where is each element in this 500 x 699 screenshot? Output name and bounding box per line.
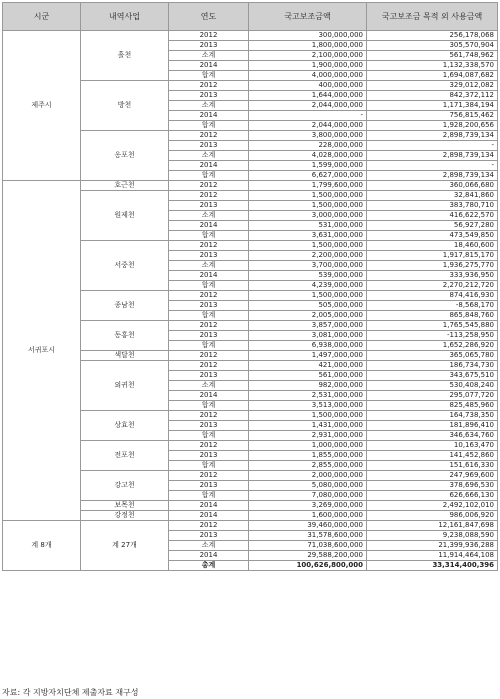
misuse-cell: 865,848,760 xyxy=(367,311,498,321)
year-cell: 2012 xyxy=(169,471,249,481)
subsidy-cell: 2,005,000,000 xyxy=(249,311,367,321)
header-misuse-amount: 국고보조금 목적 외 사용금액 xyxy=(367,3,498,31)
misuse-cell: 2,270,212,720 xyxy=(367,281,498,291)
misuse-cell: 305,570,904 xyxy=(367,41,498,51)
project-cell: 옹포천 xyxy=(81,131,169,181)
year-cell: 소계 xyxy=(169,261,249,271)
subsidy-cell: 2,044,000,000 xyxy=(249,101,367,111)
subsidy-cell: 228,000,000 xyxy=(249,141,367,151)
subsidy-cell: 1,500,000,000 xyxy=(249,241,367,251)
subsidy-cell: 300,000,000 xyxy=(249,31,367,41)
subsidy-cell: 1,500,000,000 xyxy=(249,191,367,201)
year-cell: 2012 xyxy=(169,521,249,531)
year-cell: 합계 xyxy=(169,461,249,471)
misuse-cell: 416,622,570 xyxy=(367,211,498,221)
misuse-cell: 2,898,739,134 xyxy=(367,171,498,181)
header-city: 시군 xyxy=(3,3,81,31)
misuse-cell: 33,314,400,396 xyxy=(367,561,498,571)
year-cell: 2014 xyxy=(169,221,249,231)
source-note: 자료: 각 지방자치단체 제출자료 재구성 xyxy=(2,688,139,697)
year-cell: 2014 xyxy=(169,111,249,121)
table-row xyxy=(3,181,498,191)
year-cell: 합계 xyxy=(169,231,249,241)
year-cell: 2013 xyxy=(169,201,249,211)
misuse-cell: 1,917,815,170 xyxy=(367,251,498,261)
subsidy-cell: 2,200,000,000 xyxy=(249,251,367,261)
subsidy-cell: 5,080,000,000 xyxy=(249,481,367,491)
year-cell: 소계 xyxy=(169,381,249,391)
year-cell: 2012 xyxy=(169,291,249,301)
subsidy-cell: 3,800,000,000 xyxy=(249,131,367,141)
subsidy-cell: 6,938,000,000 xyxy=(249,341,367,351)
table-row xyxy=(3,521,498,531)
subsidy-cell: 2,531,000,000 xyxy=(249,391,367,401)
project-cell: 강고천 xyxy=(81,471,169,501)
header-project: 내역사업 xyxy=(81,3,169,31)
misuse-cell: 343,675,510 xyxy=(367,371,498,381)
misuse-cell: 365,065,780 xyxy=(367,351,498,361)
year-cell: 합계 xyxy=(169,281,249,291)
project-cell: 동홍천 xyxy=(81,321,169,351)
project-cell: 외귀천 xyxy=(81,361,169,411)
misuse-cell: 151,616,330 xyxy=(367,461,498,471)
project-cell: 흘천 xyxy=(81,31,169,81)
subsidy-cell: 2,100,000,000 xyxy=(249,51,367,61)
year-cell: 2013 xyxy=(169,451,249,461)
subsidy-cell: 505,000,000 xyxy=(249,301,367,311)
header-year: 연도 xyxy=(169,3,249,31)
subsidy-cell: 2,855,000,000 xyxy=(249,461,367,471)
misuse-cell: 18,460,600 xyxy=(367,241,498,251)
misuse-cell: 186,734,730 xyxy=(367,361,498,371)
year-cell: 2012 xyxy=(169,411,249,421)
misuse-cell: 141,452,860 xyxy=(367,451,498,461)
misuse-cell: 2,898,739,134 xyxy=(367,151,498,161)
subsidy-cell: 7,080,000,000 xyxy=(249,491,367,501)
year-cell: 소계 xyxy=(169,51,249,61)
misuse-cell: 346,634,760 xyxy=(367,431,498,441)
table-body xyxy=(3,31,498,571)
subsidy-cell: 31,578,600,000 xyxy=(249,531,367,541)
subsidy-cell: 1,799,600,000 xyxy=(249,181,367,191)
subsidy-cell: 1,431,000,000 xyxy=(249,421,367,431)
misuse-cell: 12,161,847,698 xyxy=(367,521,498,531)
year-cell: 소계 xyxy=(169,541,249,551)
misuse-cell: 2,898,739,134 xyxy=(367,131,498,141)
year-cell: 합계 xyxy=(169,71,249,81)
misuse-cell: -8,568,170 xyxy=(367,301,498,311)
project-cell: 전포천 xyxy=(81,441,169,471)
misuse-cell: 360,066,680 xyxy=(367,181,498,191)
city-cell: 제주시 xyxy=(3,31,81,181)
misuse-cell: 378,696,530 xyxy=(367,481,498,491)
subsidy-cell: 2,931,000,000 xyxy=(249,431,367,441)
year-cell: 합계 xyxy=(169,431,249,441)
misuse-cell: 11,914,464,108 xyxy=(367,551,498,561)
subsidy-cell: 3,857,000,000 xyxy=(249,321,367,331)
subsidy-cell: 982,000,000 xyxy=(249,381,367,391)
year-cell: 2012 xyxy=(169,31,249,41)
misuse-cell: 1,652,286,920 xyxy=(367,341,498,351)
subsidy-cell: 1,000,000,000 xyxy=(249,441,367,451)
subsidy-cell: 39,460,000,000 xyxy=(249,521,367,531)
year-cell: 2012 xyxy=(169,361,249,371)
year-cell: 2012 xyxy=(169,351,249,361)
header-subsidy-amount: 국고보조금액 xyxy=(249,3,367,31)
year-cell: 2013 xyxy=(169,251,249,261)
subsidy-cell: 1,600,000,000 xyxy=(249,511,367,521)
subsidy-cell: 2,044,000,000 xyxy=(249,121,367,131)
year-cell: 2013 xyxy=(169,41,249,51)
misuse-cell: - xyxy=(367,161,498,171)
subsidy-cell: 3,269,000,000 xyxy=(249,501,367,511)
misuse-cell: 874,416,930 xyxy=(367,291,498,301)
subsidy-cell: 4,000,000,000 xyxy=(249,71,367,81)
year-cell: 2013 xyxy=(169,481,249,491)
subsidy-cell: 1,599,000,000 xyxy=(249,161,367,171)
misuse-cell: 10,163,470 xyxy=(367,441,498,451)
year-cell: 소계 xyxy=(169,151,249,161)
misuse-cell: 1,928,200,656 xyxy=(367,121,498,131)
year-cell: 합계 xyxy=(169,341,249,351)
misuse-cell: 473,549,850 xyxy=(367,231,498,241)
project-cell: 색달천 xyxy=(81,351,169,361)
year-cell: 2012 xyxy=(169,181,249,191)
misuse-cell: 383,780,710 xyxy=(367,201,498,211)
year-cell: 2013 xyxy=(169,531,249,541)
misuse-cell: 825,485,960 xyxy=(367,401,498,411)
project-cell: 상효천 xyxy=(81,411,169,441)
misuse-cell: 1,694,087,682 xyxy=(367,71,498,81)
subsidy-cell: 4,028,000,000 xyxy=(249,151,367,161)
subsidy-cell: 29,588,200,000 xyxy=(249,551,367,561)
subsidy-cell: 539,000,000 xyxy=(249,271,367,281)
table-row xyxy=(3,31,498,41)
project-cell: 원제천 xyxy=(81,191,169,241)
project-cell: 호근천 xyxy=(81,181,169,191)
subsidy-cell: 1,644,000,000 xyxy=(249,91,367,101)
subsidy-table xyxy=(2,2,498,571)
misuse-cell: 329,012,082 xyxy=(367,81,498,91)
year-cell: 2014 xyxy=(169,511,249,521)
misuse-cell: 295,077,720 xyxy=(367,391,498,401)
subsidy-cell: 1,500,000,000 xyxy=(249,201,367,211)
subsidy-cell: 3,513,000,000 xyxy=(249,401,367,411)
year-cell: 2014 xyxy=(169,551,249,561)
year-cell: 합계 xyxy=(169,401,249,411)
project-cell: 계 27개 xyxy=(81,521,169,571)
project-cell: 종남천 xyxy=(81,291,169,321)
subsidy-cell: 1,900,000,000 xyxy=(249,61,367,71)
project-cell: 서중천 xyxy=(81,241,169,291)
project-cell: 방천 xyxy=(81,81,169,131)
subsidy-cell: 71,038,600,000 xyxy=(249,541,367,551)
subsidy-cell: 1,500,000,000 xyxy=(249,291,367,301)
misuse-cell: 2,492,102,010 xyxy=(367,501,498,511)
subsidy-cell: 561,000,000 xyxy=(249,371,367,381)
subsidy-cell: 421,000,000 xyxy=(249,361,367,371)
misuse-cell: 1,936,275,770 xyxy=(367,261,498,271)
misuse-cell: 561,748,962 xyxy=(367,51,498,61)
year-cell: 소계 xyxy=(169,101,249,111)
year-cell: 합계 xyxy=(169,171,249,181)
city-cell: 서귀포시 xyxy=(3,181,81,521)
year-cell: 2012 xyxy=(169,81,249,91)
misuse-cell: 181,896,410 xyxy=(367,421,498,431)
misuse-cell: -113,258,950 xyxy=(367,331,498,341)
year-cell: 2013 xyxy=(169,371,249,381)
subsidy-cell: 100,626,800,000 xyxy=(249,561,367,571)
subsidy-cell: 4,239,000,000 xyxy=(249,281,367,291)
misuse-cell: 9,238,088,590 xyxy=(367,531,498,541)
subsidy-cell: 3,631,000,000 xyxy=(249,231,367,241)
year-cell: 2014 xyxy=(169,501,249,511)
subsidy-cell: 1,497,000,000 xyxy=(249,351,367,361)
year-cell: 2013 xyxy=(169,301,249,311)
misuse-cell: 32,841,860 xyxy=(367,191,498,201)
subsidy-cell: 3,000,000,000 xyxy=(249,211,367,221)
subsidy-cell: 3,700,000,000 xyxy=(249,261,367,271)
year-cell: 2012 xyxy=(169,131,249,141)
misuse-cell: 21,399,936,288 xyxy=(367,541,498,551)
misuse-cell: 756,815,462 xyxy=(367,111,498,121)
year-cell: 2012 xyxy=(169,241,249,251)
year-cell: 2012 xyxy=(169,321,249,331)
misuse-cell: - xyxy=(367,141,498,151)
misuse-cell: 256,178,068 xyxy=(367,31,498,41)
misuse-cell: 1,765,545,880 xyxy=(367,321,498,331)
subsidy-cell: 1,800,000,000 xyxy=(249,41,367,51)
year-cell: 2014 xyxy=(169,271,249,281)
misuse-cell: 530,408,240 xyxy=(367,381,498,391)
subsidy-cell: 3,081,000,000 xyxy=(249,331,367,341)
header-row xyxy=(3,3,498,31)
subsidy-cell: 2,000,000,000 xyxy=(249,471,367,481)
subsidy-cell: 1,855,000,000 xyxy=(249,451,367,461)
misuse-cell: 164,738,350 xyxy=(367,411,498,421)
year-cell: 소계 xyxy=(169,211,249,221)
year-cell: 2013 xyxy=(169,141,249,151)
subsidy-cell: - xyxy=(249,111,367,121)
year-cell: 2013 xyxy=(169,331,249,341)
project-cell: 보목천 xyxy=(81,501,169,511)
year-cell: 2013 xyxy=(169,421,249,431)
misuse-cell: 1,132,338,570 xyxy=(367,61,498,71)
misuse-cell: 986,006,920 xyxy=(367,511,498,521)
misuse-cell: 1,171,384,194 xyxy=(367,101,498,111)
year-cell: 2014 xyxy=(169,61,249,71)
city-cell: 계 8개 xyxy=(3,521,81,571)
misuse-cell: 56,927,280 xyxy=(367,221,498,231)
misuse-cell: 626,666,130 xyxy=(367,491,498,501)
year-cell: 2014 xyxy=(169,391,249,401)
year-cell: 2014 xyxy=(169,161,249,171)
misuse-cell: 842,372,112 xyxy=(367,91,498,101)
year-cell: 2012 xyxy=(169,191,249,201)
year-cell: 합계 xyxy=(169,121,249,131)
subsidy-cell: 1,500,000,000 xyxy=(249,411,367,421)
misuse-cell: 247,969,600 xyxy=(367,471,498,481)
misuse-cell: 333,936,950 xyxy=(367,271,498,281)
year-cell: 2012 xyxy=(169,441,249,451)
year-cell: 합계 xyxy=(169,491,249,501)
year-cell: 2013 xyxy=(169,91,249,101)
subsidy-cell: 400,000,000 xyxy=(249,81,367,91)
subsidy-cell: 6,627,000,000 xyxy=(249,171,367,181)
year-cell: 총계 xyxy=(169,561,249,571)
subsidy-cell: 531,000,000 xyxy=(249,221,367,231)
project-cell: 강정천 xyxy=(81,511,169,521)
year-cell: 합계 xyxy=(169,311,249,321)
